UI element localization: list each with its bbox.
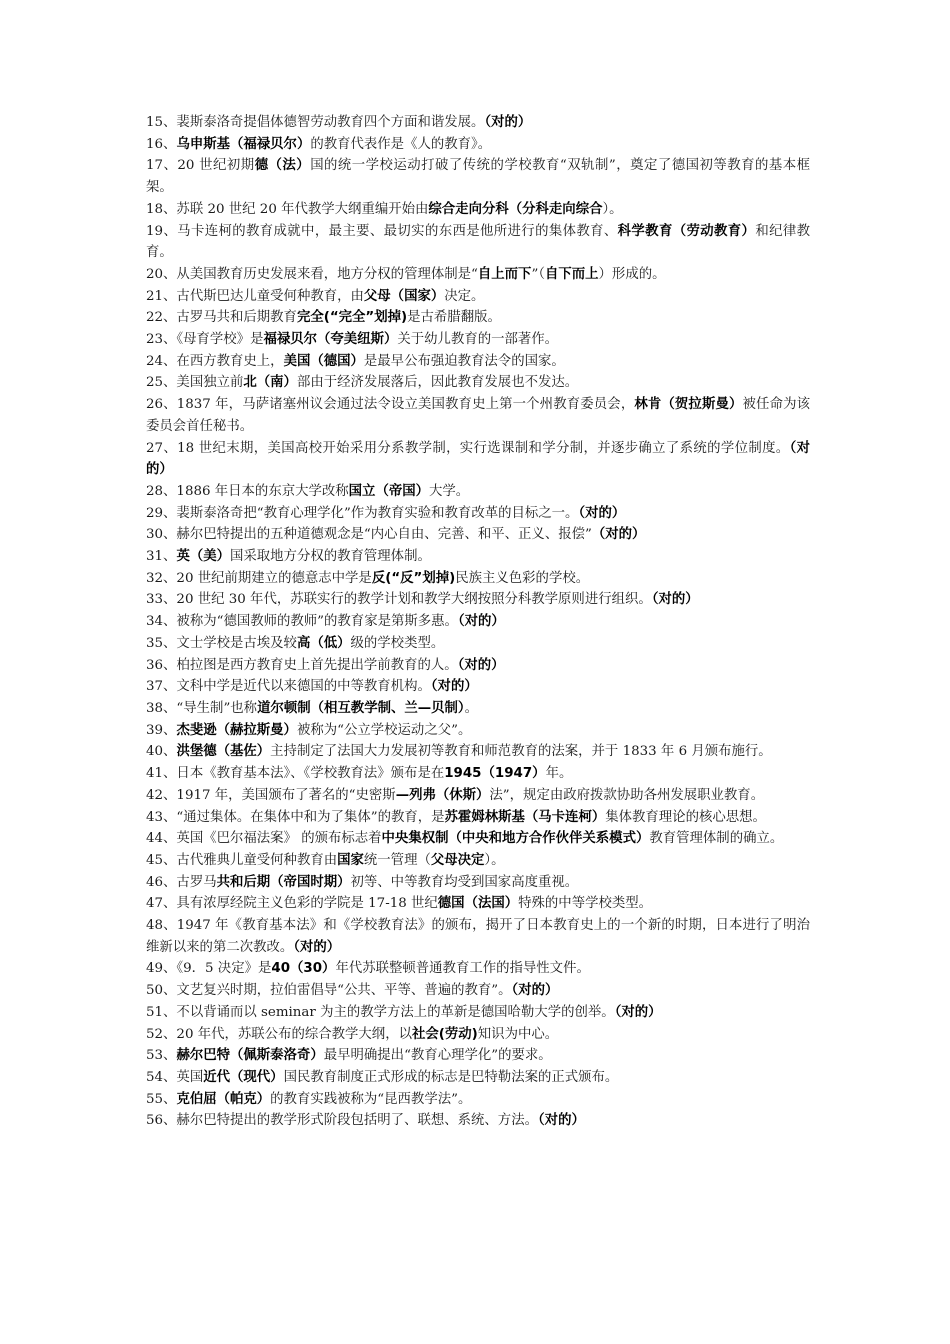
question-text: 部由于经济发展落后，因此教育发展也不发达。 (296, 375, 579, 391)
answer-text: 洪堡德（基佐） (176, 744, 271, 760)
question-text: 36、柏拉图是西方教育史上首先提出学前教育的人。 (146, 657, 458, 673)
question-item (146, 676, 810, 698)
question-item (146, 807, 810, 829)
answer-text: （对的） (537, 1113, 585, 1129)
question-text: 35、文士学校是古埃及较 (146, 635, 297, 651)
question-item (146, 720, 810, 742)
question-text: 20、从美国教育历史发展来看，地方分权的管理体制是“ (146, 266, 478, 282)
question-text: 33、20 世纪 30 年代，苏联实行的教学计划和教学大纲按照分科教学原则进行组织。 (146, 592, 652, 608)
question-item (146, 1002, 810, 1024)
question-text: 41、日本《教育基本法》、《学校教育法》颁布是在 (146, 766, 445, 782)
question-text: 46、古罗马 (146, 874, 217, 890)
question-text: 统一管理（ (363, 852, 431, 868)
document-body (146, 112, 810, 1132)
question-item (146, 134, 810, 156)
question-item (146, 199, 810, 221)
question-text: ）。 (484, 852, 505, 868)
answer-text: 国家 (337, 852, 364, 868)
question-item (146, 372, 810, 394)
question-item (146, 524, 810, 546)
question-text: 48、1947 年《教育基本法》和《学校教育法》的颁布，揭开了日本教育史上的一个新的时期，日本进行了明治维新以来的第二次教改。 (146, 918, 810, 955)
question-item (146, 1089, 810, 1111)
question-text: 集体教育理论的核心思想。 (605, 809, 766, 825)
answer-text: 自上而下 (477, 266, 532, 282)
question-text: 54、英国 (146, 1069, 204, 1085)
question-item (146, 307, 810, 329)
answer-text: （对的） (578, 505, 626, 521)
question-item (146, 611, 810, 633)
question-item (146, 1024, 810, 1046)
question-text: 23、《母育学校》是 (146, 332, 264, 348)
question-item (146, 980, 810, 1002)
question-text: 45、古代雅典儿童受何种教育由 (146, 852, 338, 868)
answer-text: 道尔顿制（相互教学制、兰—贝制） (257, 700, 465, 716)
answer-text: 杰斐逊（赫拉斯曼） (176, 722, 297, 738)
answer-text: 中央集权制（中央和地方合作伙伴关系模式） (381, 831, 650, 847)
question-text: 24、在西方教育史上， (146, 353, 284, 369)
question-text: 大学。 (429, 483, 470, 499)
question-item (146, 633, 810, 655)
answer-text: 林肯（贺拉斯曼） (634, 397, 743, 413)
question-text: 29、裴斯泰洛奇把“教育心理学化”作为教育实验和教育改革的目标之一。 (146, 505, 579, 521)
question-item (146, 872, 810, 894)
question-text: 国民教育制度正式形成的标志是巴特勒法案的正式颁布。 (283, 1069, 619, 1085)
question-item (146, 481, 810, 503)
question-text: 27、18 世纪末期，美国高校开始采用分系教学制，实行选课制和学分制，并逐步确立了系统的学位制度。 (146, 440, 790, 456)
question-item (146, 1067, 810, 1089)
question-item (146, 763, 810, 785)
answer-text: 北（南） (243, 375, 297, 391)
question-item (146, 785, 810, 807)
question-text: 28、1886 年日本的东京大学改称 (146, 483, 349, 499)
question-text: 15、裴斯泰洛奇提倡体德智劳动教育四个方面和谐发展。 (146, 115, 485, 130)
question-text: 38、“导生制”也称 (146, 700, 258, 716)
question-item (146, 741, 810, 763)
question-text: 17、20 世纪初期 (146, 158, 255, 174)
question-text: ）。 (602, 201, 623, 217)
answer-text: 苏霍姆林斯基（马卡连柯） (444, 809, 606, 825)
answer-text: 完全(“完全”划掉) (296, 310, 408, 326)
question-item (146, 568, 810, 590)
question-text: 国的统一学校运动打破了传统的学校教育“双轨制”，奠定了德国初等教育的基本框架。 (146, 158, 810, 196)
question-item (146, 589, 810, 611)
question-text: 56、赫尔巴特提出的教学形式阶段包括明了、联想、系统、方法。 (146, 1113, 538, 1129)
answer-text: 反(“反”划掉) (371, 570, 456, 586)
question-text: 的教育实践被称为“昆西教学法”。 (270, 1091, 472, 1107)
answer-text: 父母决定 (430, 852, 485, 868)
question-item (146, 286, 810, 308)
question-text: 知识为中心。 (477, 1026, 559, 1042)
question-text: 52、20 年代，苏联公布的综合教学大纲，以 (146, 1026, 412, 1042)
answer-text: （对的） (146, 440, 810, 478)
question-text: 。 (464, 700, 479, 716)
question-text: 教育管理体制的确立。 (649, 831, 784, 847)
answer-text: 近代（现代） (203, 1069, 284, 1085)
answer-text: （对的） (484, 115, 532, 130)
question-item (146, 329, 810, 351)
answer-text: 福禄贝尔（夸美纽斯） (263, 332, 398, 348)
answer-text: 社会(劳动) (411, 1026, 478, 1042)
question-text: 39、 (146, 722, 177, 738)
question-item (146, 394, 810, 437)
answer-text: 综合走向分科（分科走向综合 (428, 201, 603, 217)
question-item (146, 850, 810, 872)
answer-text: （对的） (293, 939, 341, 955)
question-text: 级的学校类型。 (350, 635, 445, 651)
answer-text: —列弗（休斯） (395, 787, 490, 803)
question-text: 是古希腊翻版。 (407, 310, 501, 326)
answer-text: 赫尔巴特（佩斯泰洛奇） (176, 1048, 324, 1064)
question-item (146, 893, 810, 915)
answer-text: 德国（法国） (437, 896, 519, 912)
question-text: 法”，规定由政府拨款协助各州发展职业教育。 (489, 787, 765, 803)
question-text: 51、不以背诵而以 seminar 为主的教学方法上的革新是德国哈勒大学的创举。 (146, 1004, 615, 1020)
question-text: 特殊的中等学校类型。 (518, 896, 653, 912)
question-text: 42、1917 年，美国颁布了著名的“史密斯 (146, 787, 396, 803)
answer-text: （对的） (457, 614, 505, 630)
answer-text: 克伯屈（帕克） (176, 1091, 271, 1107)
answer-text: （对的） (457, 657, 505, 673)
question-item (146, 1045, 810, 1067)
question-item (146, 351, 810, 373)
answer-text: 父母（国家） (363, 288, 445, 304)
question-item (146, 655, 810, 677)
question-text: 被任命为该委员会首任秘书。 (146, 397, 811, 434)
question-item (146, 264, 810, 286)
question-item (146, 1110, 810, 1132)
question-text: 37、文科中学是近代以来德国的中等教育机构。 (146, 679, 431, 695)
question-item (146, 155, 810, 198)
answer-text: 1945（1947） (444, 766, 546, 782)
question-text: 47、具有浓厚经院主义色彩的学院是 17-18 世纪 (146, 896, 438, 912)
question-text: 26、1837 年，马萨诸塞州议会通过法令设立美国教育史上第一个州教育委员会， (146, 397, 635, 413)
question-text: 是最早公布强迫教育法令的国家。 (363, 353, 565, 369)
answer-text: 国立（帝国） (348, 483, 430, 499)
question-text: 34、被称为“德国教师的教师”的教育家是第斯多惠。 (146, 614, 458, 630)
question-text: 和纪律教育。 (146, 223, 810, 261)
question-text: 22、古罗马共和后期教育 (146, 310, 297, 326)
question-text: 19、马卡连柯的教育成就中，最主要、最切实的东西是他所进行的集体教育、 (146, 223, 618, 239)
answer-text: （对的） (614, 1004, 662, 1020)
answer-text: 共和后期（帝国时期） (216, 874, 351, 890)
answer-text: （对的） (651, 592, 699, 608)
answer-text: 英（美） (176, 549, 230, 565)
question-text: 50、文艺复兴时期，拉伯雷倡导“公共、平等、普遍的教育”。 (146, 983, 512, 999)
question-text: 49、《9．5 决定》是 (146, 961, 272, 977)
question-item (146, 958, 810, 980)
question-text: ）形成的。 (598, 266, 666, 282)
question-text: 关于幼儿教育的一部著作。 (397, 332, 559, 348)
question-item (146, 546, 810, 568)
answer-text: 自下而上 (544, 266, 599, 282)
question-text: 30、赫尔巴特提出的五种道德观念是“内心自由、完善、和平、正义、报偿” (146, 527, 592, 543)
question-text: 年。 (545, 766, 573, 782)
question-text: 32、20 世纪前期建立的德意志中学是 (146, 570, 372, 586)
question-text: 初等、中等教育均受到国家高度重视。 (350, 874, 579, 890)
question-item (146, 828, 810, 850)
question-item (146, 221, 810, 264)
question-text: 国采取地方分权的教育管理体制。 (230, 549, 431, 565)
question-text: 25、美国独立前 (146, 375, 244, 391)
question-item (146, 915, 810, 958)
answer-text: 40（30） (271, 961, 336, 977)
answer-text: 高（低） (296, 635, 351, 651)
answer-text: （对的） (511, 983, 559, 999)
question-text: 21、古代斯巴达儿童受何种教育，由 (146, 288, 364, 304)
question-text: 决定。 (444, 288, 485, 304)
question-text: 43、“通过集体。在集体中和为了集体”的教育，是 (146, 809, 445, 825)
question-text: 的教育代表作是《人的教育》。 (310, 136, 492, 152)
question-text: 被称为“公立学校运动之父”。 (296, 722, 472, 738)
question-text: 主持制定了法国大力发展初等教育和师范教育的法案，并于 1833 年 6 月颁布施行。 (270, 744, 772, 760)
question-item (146, 698, 810, 720)
question-text: 16、 (146, 136, 177, 152)
question-text: 最早明确提出“教育心理学化”的要求。 (323, 1048, 552, 1064)
question-text: 53、 (146, 1048, 177, 1064)
answer-text: 乌申斯基（福禄贝尔） (176, 136, 311, 152)
question-item (146, 503, 810, 525)
answer-text: （对的） (430, 679, 478, 695)
question-text: 年代苏联整顿普通教育工作的指导性文件。 (335, 961, 590, 977)
answer-text: 美国（德国） (283, 353, 364, 369)
question-text: 31、 (146, 549, 177, 565)
question-text: ”（ (531, 266, 545, 282)
question-text: 40、 (146, 744, 177, 760)
answer-text: 德（法） (254, 158, 311, 174)
question-item (146, 112, 810, 134)
question-item (146, 438, 810, 481)
answer-text: （对的） (591, 527, 646, 543)
question-text: 44、英国《巴尔福法案》 的颁布标志着 (146, 831, 382, 847)
question-text: 18、苏联 20 世纪 20 年代教学大纲重编开始由 (146, 201, 429, 217)
question-text: 民族主义色彩的学校。 (455, 570, 590, 586)
answer-text: 科学教育（劳动教育） (617, 223, 756, 239)
question-text: 55、 (146, 1091, 177, 1107)
